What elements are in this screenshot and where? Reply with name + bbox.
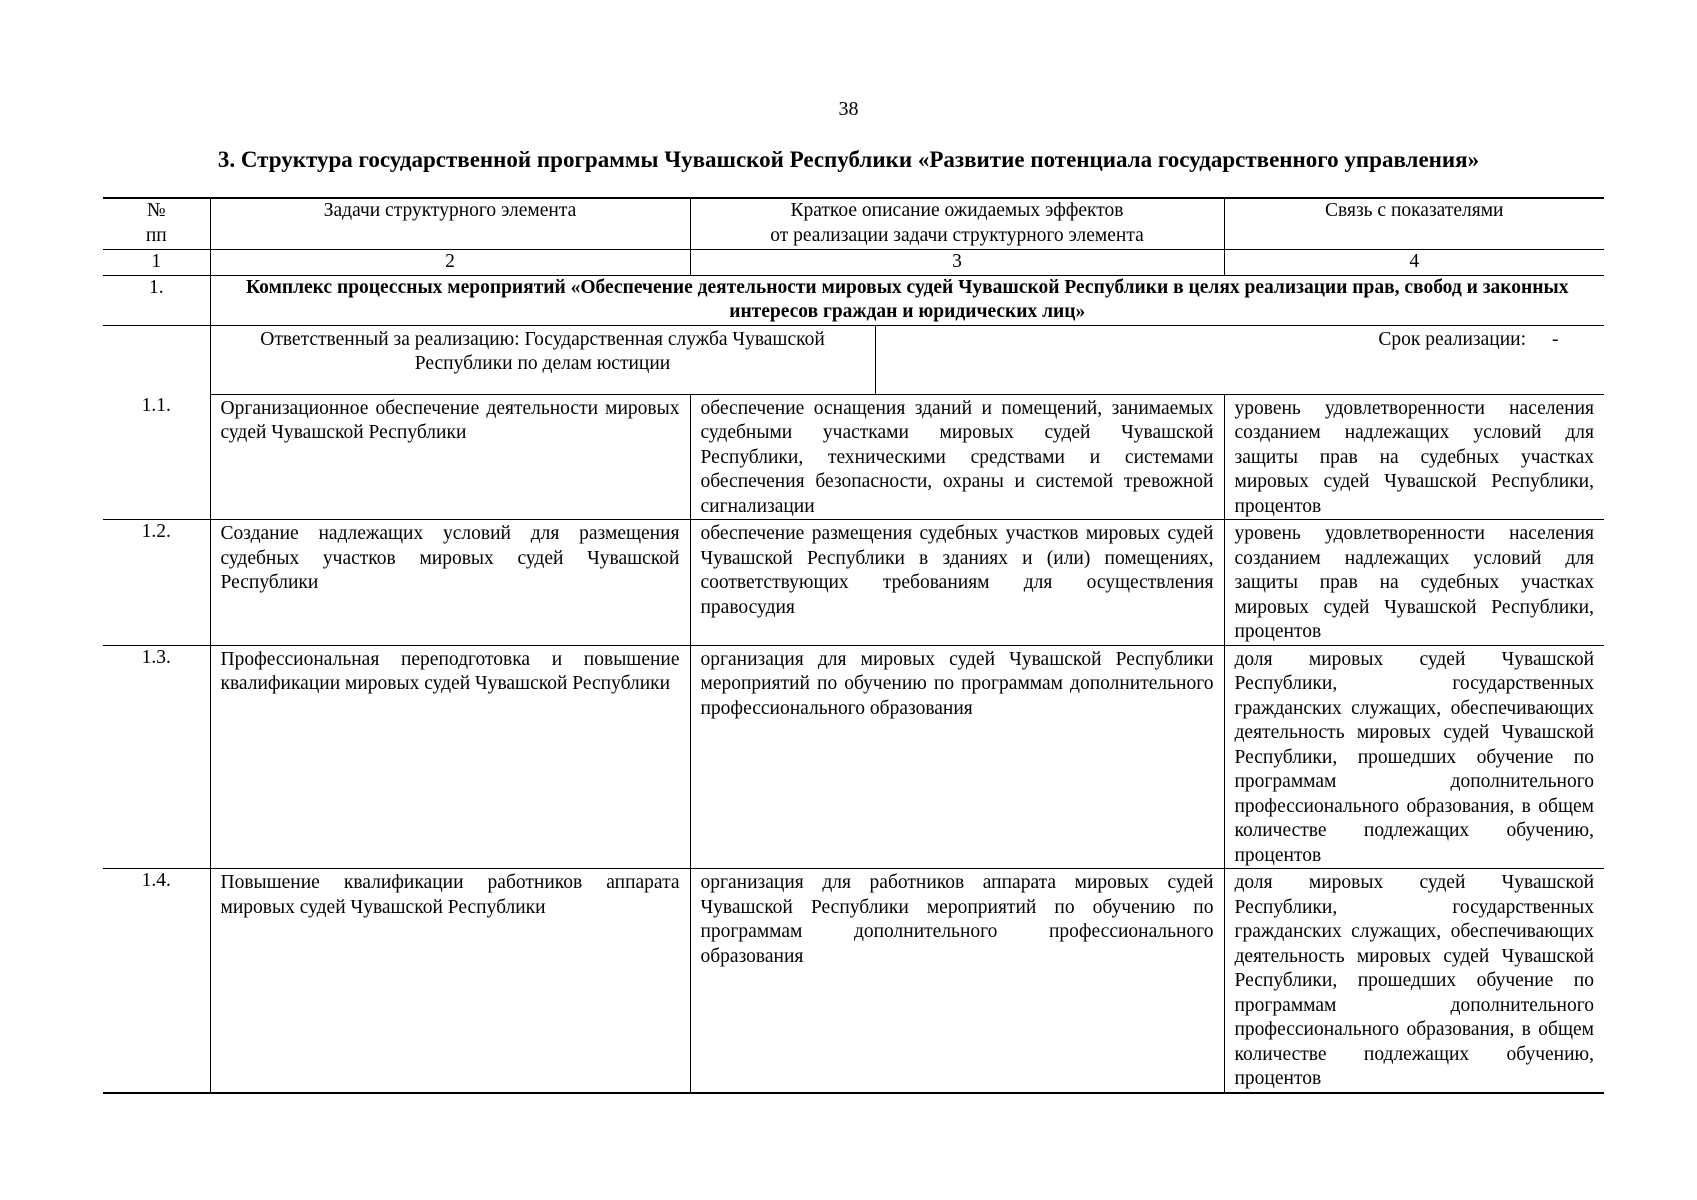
row-task: Создание надлежащих условий для размещения судебных участков мировых судей Чувашской Республики — [210, 520, 690, 646]
document-title: 3. Структура государственной программы Чувашской Республики «Развитие потенциала государственного управления» — [217, 147, 1480, 172]
table-row — [103, 645, 1604, 869]
row-indicator: доля мировых судей Чувашской Республики, государственных гражданских служащих, обеспечивающих деятельность мировых судей Чувашской Республики, прошедших обучение по программам дополнительного профессионального образования, в общем количестве подлежащих обучению, процентов — [1224, 869, 1604, 1093]
row-number: 1.2. — [103, 520, 210, 646]
column-number-3: 3 — [690, 250, 1224, 276]
term-label: Срок реализации: — [1378, 328, 1526, 350]
row-task: Профессиональная переподготовка и повышение квалификации мировых судей Чувашской Республики — [210, 645, 690, 869]
term-block — [876, 326, 1605, 394]
header-effect: Краткое описание ожидаемых эффектов от реализации задачи структурного элемента — [690, 198, 1224, 250]
header-number: № пп — [103, 198, 210, 250]
row-indicator: доля мировых судей Чувашской Республики, государственных гражданских служащих, обеспечивающих деятельность мировых судей Чувашской Республики, прошедших обучение по программам дополнительного профессионального образования, в общем количестве подлежащих обучению, процентов — [1224, 645, 1604, 869]
column-number-1: 1 — [103, 250, 210, 276]
responsible-cell — [210, 325, 1604, 394]
table-row — [103, 869, 1604, 1093]
row-number: 1.1. — [103, 394, 210, 520]
column-number-row — [103, 250, 1604, 276]
table-header-row — [103, 198, 1604, 250]
row-number: 1.3. — [103, 645, 210, 869]
group-title: Комплекс процессных мероприятий «Обеспечение деятельности мировых судей Чувашской Республики в целях реализации прав, свобод и законных интересов граждан и юридических лиц» — [210, 275, 1604, 325]
row-effect: организация для мировых судей Чувашской Республики мероприятий по обучению по программам дополнительного профессионального образования — [690, 645, 1224, 869]
responsible-text: Ответственный за реализацию: Государственная служба Чувашской Республики по делам юстиции — [211, 326, 876, 394]
row-indicator: уровень удовлетворенности населения созданием надлежащих условий для защиты прав на судебных участках мировых судей Чувашской Республики, процентов — [1224, 520, 1604, 646]
page-number: 38 — [838, 98, 859, 120]
program-structure-table — [103, 197, 1604, 1094]
header-indicator: Связь с показателями — [1224, 198, 1604, 250]
term-value: - — [1552, 328, 1559, 350]
row-effect: обеспечение оснащения зданий и помещений, занимаемых судебными участками мировых судей Чувашской Республики, техническими средствами и системами обеспечения безопасности, охраны и системой тревожной сигнализации — [690, 394, 1224, 520]
column-number-2: 2 — [210, 250, 690, 276]
row-effect: обеспечение размещения судебных участков мировых судей Чувашской Республики в зданиях и (или) помещениях, соответствующих требованиям для осуществления правосудия — [690, 520, 1224, 646]
table-row — [103, 394, 1604, 520]
group-row — [103, 275, 1604, 325]
row-indicator: уровень удовлетворенности населения созданием надлежащих условий для защиты прав на судебных участках мировых судей Чувашской Республики, процентов — [1224, 394, 1604, 520]
column-number-4: 4 — [1224, 250, 1604, 276]
row-task: Повышение квалификации работников аппарата мировых судей Чувашской Республики — [210, 869, 690, 1093]
table-row — [103, 520, 1604, 646]
responsible-row — [103, 325, 1604, 394]
row-task: Организационное обеспечение деятельности мировых судей Чувашской Республики — [210, 394, 690, 520]
row-effect: организация для работников аппарата мировых судей Чувашской Республики мероприятий по обучению по программам дополнительного профессионального образования — [690, 869, 1224, 1093]
responsible-blank-cell — [103, 325, 210, 394]
row-number: 1.4. — [103, 869, 210, 1093]
group-number: 1. — [103, 275, 210, 325]
header-task: Задачи структурного элемента — [210, 198, 690, 250]
